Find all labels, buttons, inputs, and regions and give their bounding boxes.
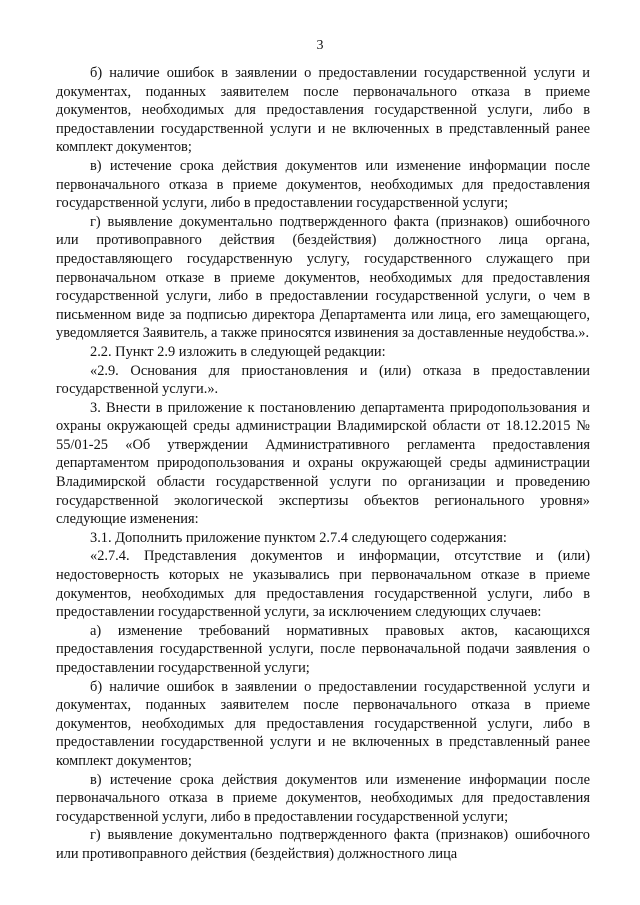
paragraph-2-7-4: «2.7.4. Представления документов и информации, отсутствие и (или) недостоверность которых не указывались при первоначальном отказе в приеме документов, необходимых для предоставления государственной услуги, либо в предоставлении государственной услуги, за исключением следующих случаев: xyxy=(56,548,590,621)
paragraph-v-expiry: в) истечение срока действия документов или изменение информации после первоначального отказа в приеме документов, необходимых для предоставления государственной услуги, либо в предоставлении государственной услуги; xyxy=(56,157,590,212)
paragraph-3-1: 3.1. Дополнить приложение пунктом 2.7.4 следующего содержания: xyxy=(90,529,507,546)
document-body xyxy=(56,64,590,864)
page-number: 3 xyxy=(316,38,324,53)
paragraph-g-misconduct-repeat: г) выявление документально подтвержденного факта (признаков) ошибочного или противоправного действия (бездействия) должностного лица xyxy=(56,827,590,862)
paragraph-v-expiry-repeat: в) истечение срока действия документов или изменение информации после первоначального отказа в приеме документов, необходимых для предоставления государственной услуги, либо в предоставлении государственной услуги; xyxy=(56,771,590,825)
paragraph-2-9: «2.9. Основания для приостановления и (или) отказа в предоставлении государственной услуги.». xyxy=(56,362,590,398)
paragraph-g-misconduct: г) выявление документально подтвержденного факта (признаков) ошибочного или противоправного действия (бездействия) должностного лица органа, предоставляющего государственную услугу, государственного служащего при первоначальном отказе в приеме документов, необходимых для предоставления государственной услуги, либо в предоставлении государственной услуги, о чем в письменном виде за подписью директора Департамента или лица, его замещающего, уведомляется Заявитель, а также приносятся извинения за доставленные неудобства.». xyxy=(56,213,590,342)
paragraph-2-2: 2.2. Пункт 2.9 изложить в следующей редакции: xyxy=(90,343,386,360)
paragraph-3-amendment: 3. Внести в приложение к постановлению департамента природопользования и охраны окружающей среды администрации Владимирской области от 18.12.2015 № 55/01-25 «Об утверждении Административного регламента предоставления департаментом природопользования и охраны окружающей среды администрации Владимирской области государственной услуги по организации и проведению государственной экологической экспертизы объектов регионального уровня» следующие изменения: xyxy=(56,399,590,528)
paragraph-b-errors-repeat: б) наличие ошибок в заявлении о предоставлении государственной услуги и документах, поданных заявителем после первоначального отказа в приеме документов, необходимых для предоставления государственной услуги, либо в предоставлении государственной услуги и не включенных в представленный ранее комплект документов; xyxy=(56,678,590,769)
paragraph-b-errors: б) наличие ошибок в заявлении о предоставлении государственной услуги и документах, поданных заявителем после первоначального отказа в приеме документов, необходимых для предоставления государственной услуги, либо в предоставлении государственной услуги и не включенных в представленный ранее комплект документов; xyxy=(56,65,590,156)
paragraph-a-requirements: а) изменение требований нормативных правовых актов, касающихся предоставления государственной услуги, после первоначальной подачи заявления о предоставлении государственной услуги; xyxy=(56,622,590,676)
